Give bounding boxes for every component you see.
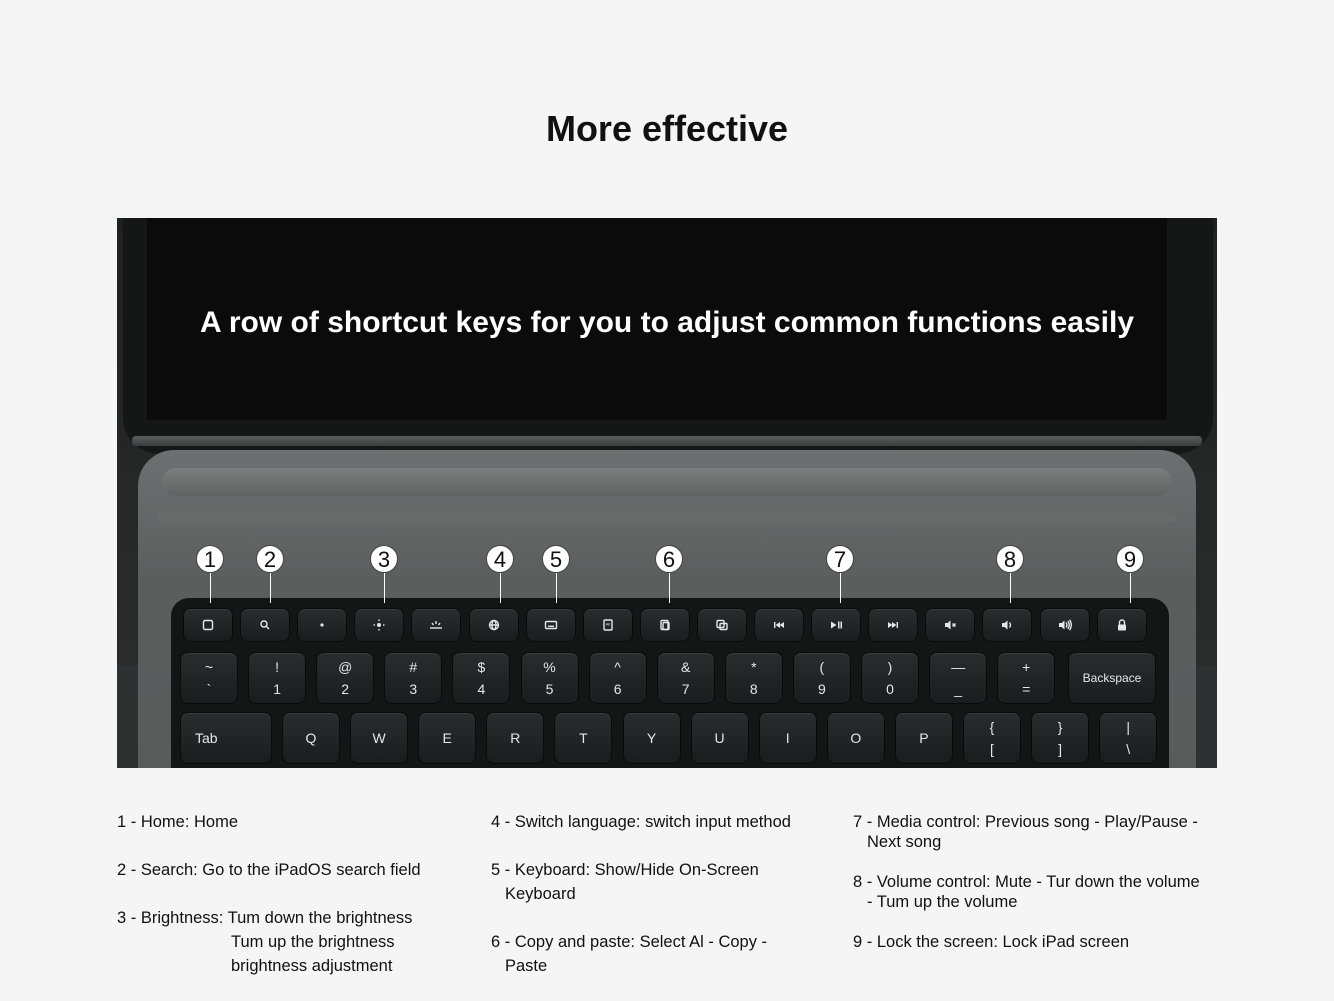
number-key[interactable] (316, 652, 374, 704)
number-key[interactable] (725, 652, 783, 704)
bracket-key[interactable] (1031, 712, 1089, 764)
number-key[interactable] (793, 652, 851, 704)
letter-key[interactable]: P (895, 712, 953, 764)
key-shift-label: { (989, 719, 995, 735)
svg-text:All: All (605, 621, 610, 627)
product-photo (117, 218, 1217, 768)
desc-4: 4 - Switch language: switch input method (491, 813, 791, 831)
callout-leader-line (669, 573, 670, 603)
desc-9: 9 - Lock the screen: Lock iPad screen (853, 933, 1130, 951)
brightness-up-icon (372, 618, 386, 632)
key-label: 0 (886, 681, 894, 697)
home-icon (201, 618, 215, 632)
key-label: 8 (749, 681, 758, 697)
letter-key[interactable]: W (350, 712, 408, 764)
key-label: 7 (681, 681, 690, 697)
number-key[interactable] (929, 652, 987, 704)
letter-key[interactable]: U (691, 712, 749, 764)
key-shift-label: $ (477, 659, 486, 675)
letter-key[interactable]: E (418, 712, 476, 764)
number-key[interactable] (180, 652, 238, 704)
search-icon (258, 618, 272, 632)
key-shift-label: ) (887, 659, 893, 675)
fn-key-play-pause[interactable] (811, 608, 861, 642)
callout-9: 9 (1116, 545, 1144, 573)
keyboard-hinge (132, 436, 1202, 446)
callout-leader-line (840, 573, 841, 603)
fn-key-copy[interactable] (640, 608, 690, 642)
tab-key[interactable]: Tab (180, 712, 272, 764)
letter-key[interactable]: I (759, 712, 817, 764)
desc-3-line1: 3 - Brightness: Tum down the brightness (117, 909, 413, 927)
callout-8: 8 (996, 545, 1024, 573)
desc-8-line2: - Tum up the volume (867, 893, 1018, 911)
desc-6-line2: Paste (505, 957, 548, 975)
fn-key-paste[interactable] (697, 608, 747, 642)
callout-leader-line (384, 573, 385, 603)
key-label: [ (990, 741, 994, 757)
desc-5-line1: 5 - Keyboard: Show/Hide On-Screen (491, 861, 759, 879)
letter-key[interactable]: Y (623, 712, 681, 764)
desc-2: 2 - Search: Go to the iPadOS search field (117, 861, 421, 879)
number-key[interactable] (997, 652, 1055, 704)
previous-track-icon (772, 618, 786, 632)
keyboard-ridge-lower (157, 513, 1177, 523)
desc-8-line1: 8 - Volume control: Mute - Tur down the volume (853, 873, 1200, 891)
letter-key[interactable]: O (827, 712, 885, 764)
fn-key-keyboard[interactable] (526, 608, 576, 642)
key-shift-label: | (1126, 719, 1130, 735)
desc-1: 1 - Home: Home (117, 813, 239, 831)
callout-7: 7 (826, 545, 854, 573)
fn-key-next-track[interactable] (868, 608, 918, 642)
desc-3-line3: brightness adjustment (231, 957, 393, 975)
fn-key-lock[interactable] (1097, 608, 1147, 642)
brightness-adjust-icon (429, 618, 443, 632)
callout-5: 5 (542, 545, 570, 573)
globe-icon (487, 618, 501, 632)
number-key[interactable] (452, 652, 510, 704)
fn-key-volume-down[interactable] (982, 608, 1032, 642)
desc-6-line1: 6 - Copy and paste: Select Al - Copy - (491, 933, 768, 951)
key-label: 4 (477, 681, 486, 697)
callout-4: 4 (486, 545, 514, 573)
desc-7-line1: 7 - Media control: Previous song - Play/Pause - (853, 813, 1198, 831)
key-shift-label: ~ (204, 659, 214, 675)
key-shift-label: ^ (614, 659, 621, 675)
callout-leader-line (1130, 573, 1131, 603)
number-key[interactable] (521, 652, 579, 704)
callout-6: 6 (655, 545, 683, 573)
key-shift-label: * (751, 659, 757, 675)
key-shift-label: ( (819, 659, 825, 675)
letter-key[interactable]: Q (282, 712, 340, 764)
key-shift-label: } (1057, 719, 1063, 735)
screen-headline: A row of shortcut keys for you to adjust common functions easily (199, 306, 1134, 339)
backspace-key[interactable]: Backspace (1068, 652, 1156, 704)
number-key[interactable] (589, 652, 647, 704)
lock-icon (1115, 618, 1129, 632)
key-label: 9 (817, 681, 826, 697)
letter-key[interactable]: R (486, 712, 544, 764)
fn-key-brightness-adjust[interactable] (411, 608, 461, 642)
key-label: _ (954, 681, 962, 697)
number-key[interactable] (861, 652, 919, 704)
key-shift-label: % (543, 659, 556, 675)
keyboard-ridge (162, 468, 1172, 496)
callout-leader-line (1010, 573, 1011, 603)
key-label: \ (1126, 741, 1131, 757)
key-label: ] (1058, 741, 1063, 757)
fn-key-select-all[interactable] (583, 608, 633, 642)
callout-leader-line (210, 573, 211, 603)
fn-key-mute[interactable] (925, 608, 975, 642)
volume-down-icon (1000, 618, 1014, 632)
callout-leader-line (500, 573, 501, 603)
bracket-key[interactable] (963, 712, 1021, 764)
next-track-icon (886, 618, 900, 632)
letter-key[interactable]: T (554, 712, 612, 764)
key-shift-label: + (1022, 659, 1031, 675)
play-pause-icon (829, 618, 843, 632)
keyboard-icon (544, 618, 558, 632)
callout-2: 2 (256, 545, 284, 573)
bracket-key[interactable] (1099, 712, 1157, 764)
key-shift-label: & (681, 659, 691, 675)
select-all-icon (601, 618, 615, 632)
key-label: 6 (613, 681, 622, 697)
fn-key-home[interactable] (183, 608, 233, 642)
fn-key-globe[interactable] (469, 608, 519, 642)
desc-5-line2: Keyboard (505, 885, 576, 903)
number-key[interactable] (248, 652, 306, 704)
key-label: 2 (341, 681, 350, 697)
key-label: ` (206, 681, 212, 697)
key-shift-label: ! (275, 659, 280, 675)
desc-7-line2: Next song (867, 833, 942, 851)
number-key[interactable] (657, 652, 715, 704)
fn-key-search[interactable] (240, 608, 290, 642)
key-label: = (1022, 681, 1031, 697)
callout-1: 1 (196, 545, 224, 573)
page-title: More effective (545, 108, 789, 149)
key-shift-label: # (409, 659, 418, 675)
fn-key-previous-track[interactable] (754, 608, 804, 642)
key-label: 3 (409, 681, 418, 697)
mute-icon (943, 618, 957, 632)
key-label: 5 (545, 681, 554, 697)
desc-3-line2: Tum up the brightness (231, 933, 395, 951)
callout-3: 3 (370, 545, 398, 573)
fn-key-brightness-down[interactable] (297, 608, 347, 642)
fn-key-volume-up[interactable] (1040, 608, 1090, 642)
fn-key-brightness-up[interactable] (354, 608, 404, 642)
copy-icon (658, 618, 672, 632)
volume-up-icon (1058, 618, 1072, 632)
paste-icon (715, 618, 729, 632)
callout-leader-line (270, 573, 271, 603)
number-key[interactable] (384, 652, 442, 704)
key-shift-label: — (951, 659, 966, 675)
brightness-down-icon (315, 618, 329, 632)
key-label: 1 (273, 681, 281, 697)
key-shift-label: @ (338, 659, 353, 675)
callout-leader-line (556, 573, 557, 603)
